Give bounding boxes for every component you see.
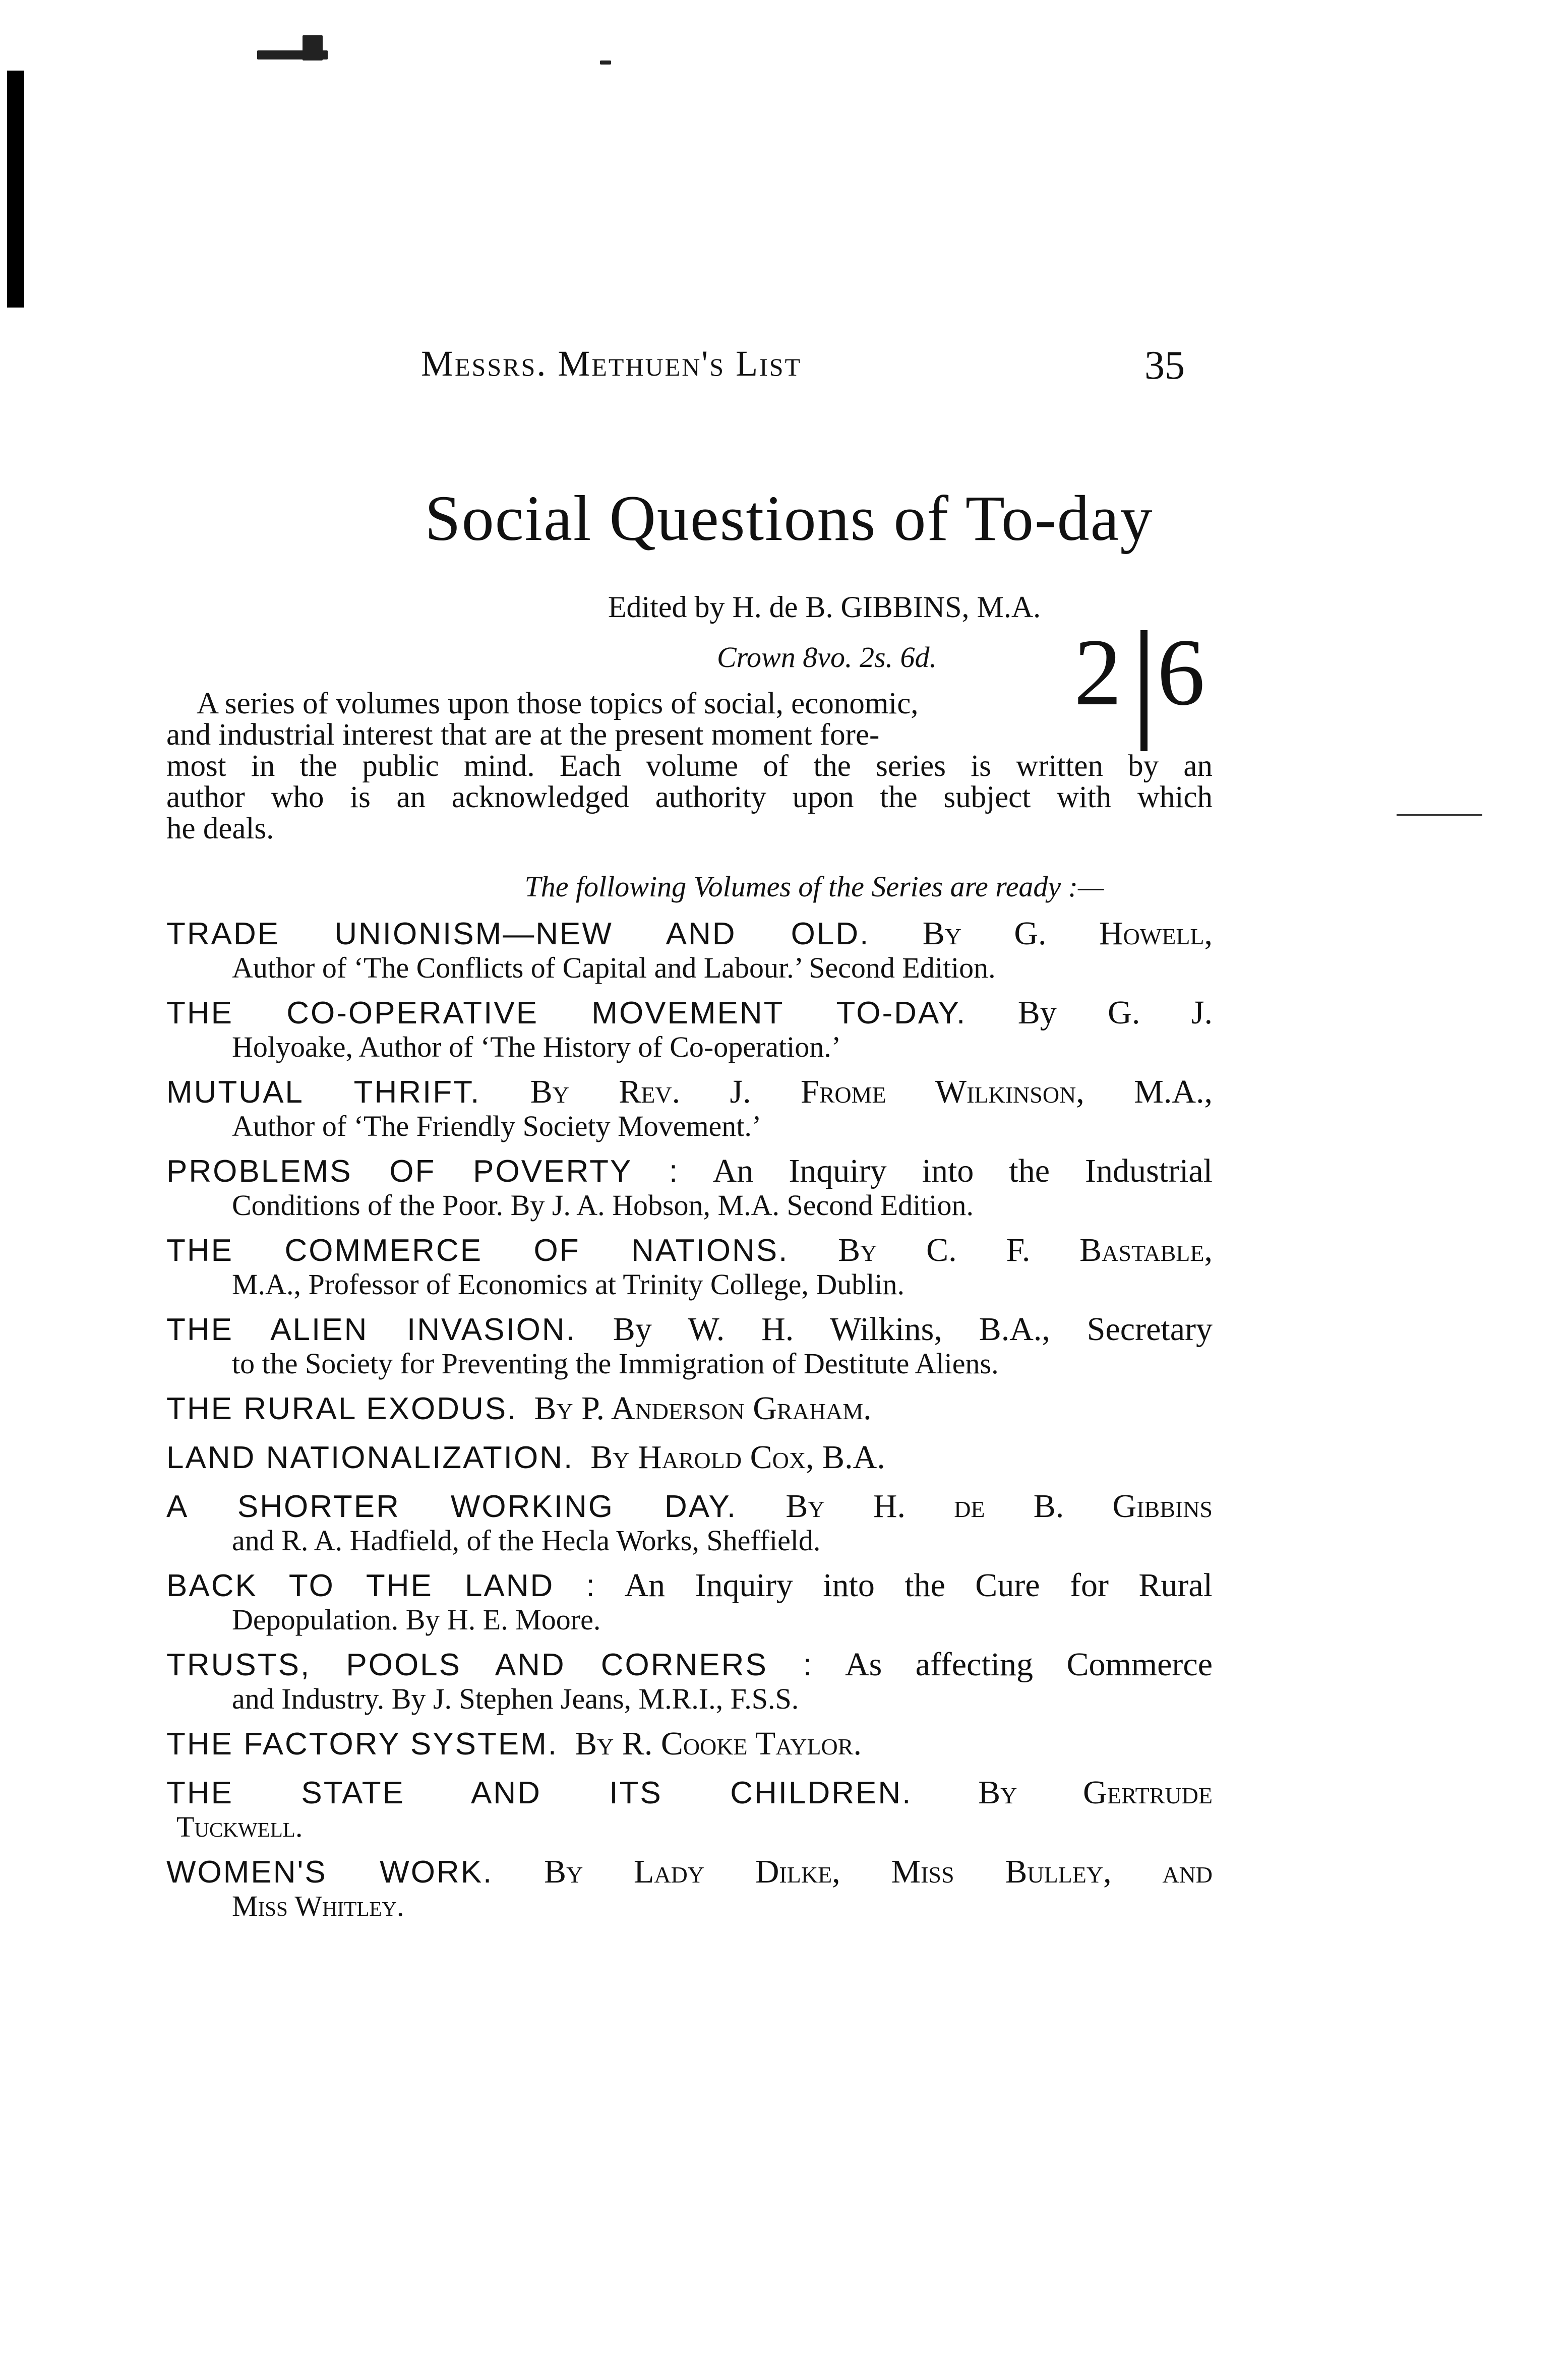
volume-note: M.A., Professor of Economics at Trinity College, Dublin. — [232, 1268, 904, 1301]
ink-speck — [303, 35, 323, 60]
volume-note: Holyoake, Author of ‘The History of Co-operation.’ — [232, 1030, 841, 1063]
intro-line: he deals. — [166, 812, 274, 845]
volume-list — [166, 915, 1213, 1932]
list-item — [166, 1073, 1213, 1141]
volume-title: TRADE UNIONISM—NEW AND OLD. — [166, 917, 870, 951]
volume-author: An Inquiry into the Cure for Rural — [624, 1567, 1213, 1604]
volume-title: PROBLEMS OF POVERTY : — [166, 1154, 680, 1189]
series-title: Social Questions of To-day — [425, 482, 1154, 554]
ink-speck — [600, 60, 611, 65]
ready-heading: The following Volumes of the Series are ready :— — [524, 870, 1104, 903]
list-item — [166, 1567, 1213, 1635]
volume-note: Author of ‘The Conflicts of Capital and Labour.’ Second Edition. — [232, 951, 996, 984]
list-item — [166, 1853, 1213, 1921]
list-item — [166, 1152, 1213, 1221]
volume-author: By Lady Dilke, Miss Bulley, and — [544, 1853, 1213, 1890]
intro-line: author who is an acknowledged authority upon the subject with which — [166, 780, 1213, 814]
price-shillings: 2 — [1074, 620, 1122, 725]
running-header — [0, 333, 1568, 393]
list-item — [166, 994, 1213, 1062]
list-item — [166, 915, 1213, 983]
volume-note: to the Society for Preventing the Immigration of Destitute Aliens. — [232, 1347, 999, 1380]
volume-note: Conditions of the Poor. By J. A. Hobson, M.A. Second Edition. — [232, 1189, 974, 1222]
list-item — [166, 1774, 1213, 1842]
list-item — [166, 1311, 1213, 1379]
volume-title: THE COMMERCE OF NATIONS. — [166, 1233, 789, 1268]
list-item — [166, 1488, 1213, 1556]
list-item — [166, 1646, 1213, 1714]
list-item — [166, 1725, 1213, 1763]
volume-author: By G. Howell, — [922, 915, 1213, 952]
volume-author: By G. J. — [1017, 994, 1213, 1031]
volume-note: Depopulation. By H. E. Moore. — [232, 1603, 601, 1636]
intro-line: and industrial interest that are at the present moment fore- — [166, 718, 880, 752]
series-editor: Edited by H. de B. GIBBINS, M.A. — [608, 590, 1041, 624]
volume-note: Author of ‘The Friendly Society Movement.’ — [232, 1110, 762, 1142]
volume-title: MUTUAL THRIFT. — [166, 1075, 481, 1110]
volume-title: WOMEN'S WORK. — [166, 1855, 494, 1890]
series-format: Crown 8vo. 2s. 6d. — [716, 641, 937, 674]
volume-note: and R. A. Hadfield, of the Hecla Works, Sheffield. — [232, 1524, 821, 1557]
volume-note: Tuckwell. — [176, 1810, 303, 1843]
scan-edge-bar — [7, 71, 24, 308]
price-pence: 6 — [1157, 620, 1205, 725]
volume-title: THE RURAL EXODUS. — [166, 1391, 518, 1426]
page-number: 35 — [1144, 343, 1185, 388]
list-item — [166, 1439, 1213, 1477]
series-intro — [166, 688, 1213, 844]
volume-author: By W. H. Wilkins, B.A., Secretary — [613, 1311, 1213, 1348]
volume-author: An Inquiry into the Industrial — [712, 1152, 1213, 1189]
volume-title: THE FACTORY SYSTEM. — [166, 1727, 559, 1762]
running-title: Messrs. Methuen's List — [421, 343, 802, 384]
volume-author: By Gertrude — [978, 1774, 1213, 1811]
volume-title: THE STATE AND ITS CHILDREN. — [166, 1776, 913, 1810]
margin-rule — [1397, 814, 1482, 816]
volume-author: By Harold Cox, B.A. — [590, 1439, 885, 1476]
volume-note: and Industry. By J. Stephen Jeans, M.R.I., F.S.S. — [232, 1682, 799, 1715]
volume-title: THE CO-OPERATIVE MOVEMENT TO-DAY. — [166, 996, 967, 1030]
volume-title: TRUSTS, POOLS AND CORNERS : — [166, 1648, 814, 1682]
volume-author: By C. F. Bastable, — [838, 1232, 1213, 1268]
volume-title: BACK TO THE LAND : — [166, 1568, 596, 1603]
volume-title: LAND NATIONALIZATION. — [166, 1440, 574, 1475]
list-item — [166, 1390, 1213, 1428]
volume-author: By R. Cooke Taylor. — [575, 1725, 862, 1762]
list-item — [166, 1232, 1213, 1300]
volume-note: Miss Whitley. — [232, 1890, 404, 1922]
volume-author: As affecting Commerce — [845, 1646, 1213, 1683]
volume-author: By P. Anderson Graham. — [534, 1390, 872, 1427]
volume-author: By H. de B. Gibbins — [786, 1488, 1213, 1525]
volume-author: By Rev. J. Frome Wilkinson, M.A., — [530, 1073, 1213, 1110]
intro-line: A series of volumes upon those topics of social, economic, — [197, 687, 919, 720]
volume-title: THE ALIEN INVASION. — [166, 1312, 576, 1347]
volume-title: A SHORTER WORKING DAY. — [166, 1489, 738, 1524]
intro-line: most in the public mind. Each volume of the series is written by an — [166, 749, 1213, 783]
